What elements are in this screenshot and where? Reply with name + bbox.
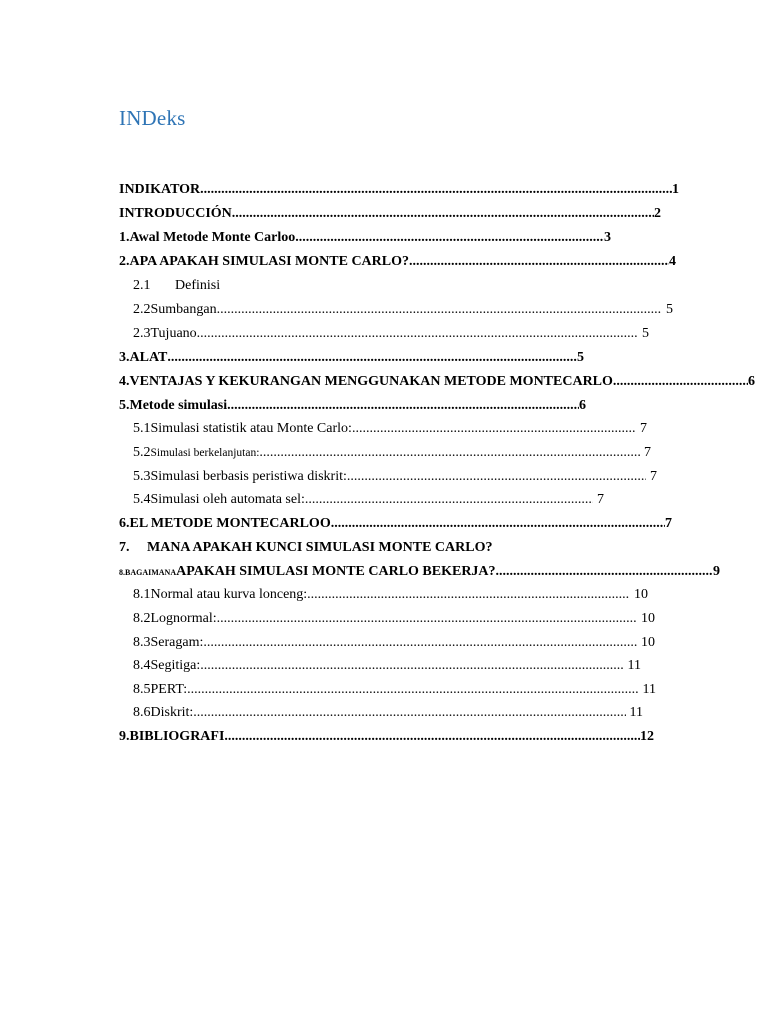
toc-entry-label: Normal atau kurva lonceng:: [150, 587, 308, 602]
toc-entry-number: 2.1: [133, 278, 151, 293]
page-title: INDeks: [119, 106, 186, 130]
toc-entry-page: 10: [641, 635, 655, 650]
toc-entry-number: 4.: [119, 374, 130, 389]
toc-leader-dots: [305, 490, 593, 510]
toc-entry-number: 3.: [119, 350, 130, 365]
toc-entry[interactable]: [133, 609, 655, 629]
toc-entry-label: Awal Metode Monte Carloo: [129, 230, 296, 245]
toc-entry-label: Definisi: [175, 278, 221, 293]
toc-leader-dots: [203, 633, 637, 653]
toc-entry-page: 9: [713, 564, 720, 579]
toc-leader-dots: [232, 204, 654, 224]
toc-entry-number: 8.: [119, 568, 125, 577]
toc-leader-dots: [352, 419, 636, 439]
toc-entry-label: Seragam:: [150, 635, 204, 650]
toc-leader-dots: [496, 562, 713, 582]
toc-leader-dots: [227, 396, 579, 416]
toc-entry[interactable]: [119, 562, 720, 582]
toc-entry-page: 11: [627, 658, 641, 673]
toc-entry-page: 6: [748, 374, 755, 389]
toc-entry-label: Simulasi berkelanjutan:: [150, 447, 260, 459]
toc-entry-number: 8.6: [133, 705, 151, 720]
toc-entry[interactable]: [119, 252, 676, 272]
toc-entry[interactable]: [133, 656, 641, 676]
toc-entry-number: 8.5: [133, 682, 151, 697]
toc-entry-number: 5.3: [133, 469, 151, 484]
toc-entry[interactable]: [119, 228, 611, 248]
toc-leader-dots: [217, 300, 662, 320]
toc-leader-dots: [307, 585, 630, 605]
toc-entry-page: 5: [642, 326, 649, 341]
toc-entry-page: 4: [669, 254, 676, 269]
toc-entry-label: Diskrit:: [150, 705, 194, 720]
toc-entry-label: Tujuano: [150, 326, 197, 341]
toc-entry-page: 11: [629, 705, 643, 720]
toc-entry-number: 2.: [119, 254, 130, 269]
toc-leader-dots: [197, 324, 638, 344]
toc-entry-page: 5: [666, 302, 673, 317]
toc-entry-number: 5.1: [133, 421, 151, 436]
toc-leader-dots: [187, 680, 638, 700]
toc-entry[interactable]: [133, 419, 647, 439]
toc-entry-page: 7: [665, 516, 672, 531]
toc-leader-dots: [295, 228, 604, 248]
toc-leader-dots: [613, 372, 748, 392]
toc-leader-dots: [217, 609, 637, 629]
toc-entry[interactable]: [119, 372, 755, 392]
toc-entry[interactable]: [133, 443, 651, 463]
toc-entry[interactable]: [133, 680, 656, 700]
toc-entry-number: 8.1: [133, 587, 151, 602]
toc-entry-number: 2.2: [133, 302, 151, 317]
toc-entry-label: APAKAH SIMULASI MONTE CARLO BEKERJA?: [176, 564, 496, 579]
toc-entry[interactable]: [119, 348, 584, 368]
toc-leader-dots: [200, 180, 672, 200]
toc-entry-label: PERT:: [150, 682, 188, 697]
toc-entry-label: Sumbangan: [150, 302, 217, 317]
toc-entry-page: 10: [641, 611, 655, 626]
toc-entry[interactable]: [133, 585, 648, 605]
toc-entry[interactable]: [133, 276, 333, 296]
toc-entry-page: 10: [634, 587, 648, 602]
toc-entry-label: APA APAKAH SIMULASI MONTE CARLO?: [129, 254, 410, 269]
toc-leader-dots: [409, 252, 669, 272]
toc-entry-number: 1.: [119, 230, 130, 245]
toc-entry[interactable]: [133, 467, 657, 487]
toc-leader-dots: [331, 514, 665, 534]
toc-entry[interactable]: [133, 324, 649, 344]
toc-entry-page: 11: [642, 682, 656, 697]
toc-entry-label: INTRODUCCIÓN: [119, 206, 232, 221]
toc-entry-page: 3: [604, 230, 611, 245]
toc-leader-dots: [224, 727, 640, 747]
toc-entry-number: 5.2: [133, 445, 151, 460]
toc-entry[interactable]: [133, 633, 655, 653]
toc-entry[interactable]: [119, 180, 679, 200]
toc-leader-dots: [347, 467, 646, 487]
toc-entry-number: 9.: [119, 729, 130, 744]
toc-leader-dots: [193, 703, 625, 723]
toc-entry[interactable]: [119, 727, 654, 747]
toc-entry[interactable]: [133, 703, 643, 723]
toc-entry[interactable]: [119, 396, 586, 416]
toc-entry-label: Simulasi oleh automata sel:: [150, 492, 305, 507]
toc-entry-page: 12: [640, 729, 654, 744]
toc-entry-number: 7.: [119, 540, 130, 555]
toc-entry[interactable]: [119, 204, 661, 224]
toc-entry-page: 7: [597, 492, 604, 507]
toc-entry-number: 5.4: [133, 492, 151, 507]
toc-entry[interactable]: [133, 300, 673, 320]
toc-leader-dots: [167, 348, 577, 368]
toc-entry-page: 7: [640, 421, 647, 436]
toc-entry-label: INDIKATOR: [119, 182, 201, 197]
toc-entry-label: BIBLIOGRAFI: [129, 729, 225, 744]
toc-entry-label-small: BAGAIMANA: [125, 568, 177, 577]
toc-entry-label: Simulasi berbasis peristiwa diskrit:: [150, 469, 347, 484]
toc-entry-label: Segitiga:: [150, 658, 201, 673]
toc-leader-dots: [200, 656, 623, 676]
toc-entry-page: 2: [654, 206, 661, 221]
toc-entry-number: 8.3: [133, 635, 151, 650]
toc-entry-page: 7: [650, 469, 657, 484]
toc-entry-number: 2.3: [133, 326, 151, 341]
toc-entry-page: 6: [579, 398, 586, 413]
toc-entry[interactable]: [119, 538, 539, 558]
toc-leader-dots: [259, 443, 640, 463]
toc-entry-label: ALAT: [129, 350, 168, 365]
toc-entry-label: Lognormal:: [150, 611, 217, 626]
toc-entry-number: 6.: [119, 516, 130, 531]
toc-entry-label: Metode simulasi: [129, 398, 228, 413]
toc-entry-label: MANA APAKAH KUNCI SIMULASI MONTE CARLO?: [147, 540, 493, 555]
toc-entry[interactable]: [133, 490, 604, 510]
toc-entry-label: VENTAJAS Y KEKURANGAN MENGGUNAKAN METODE MONTECARLO: [129, 374, 613, 389]
toc-entry-page: 7: [644, 445, 651, 460]
toc-entry-number: 8.2: [133, 611, 151, 626]
toc-entry-page: 1: [672, 182, 679, 197]
toc-entry-page: 5: [577, 350, 584, 365]
toc-entry-label: EL METODE MONTECARLOO: [129, 516, 331, 531]
toc-entry-number: 8.4: [133, 658, 151, 673]
toc-entry[interactable]: [119, 514, 672, 534]
toc-entry-number: 5.: [119, 398, 130, 413]
toc-entry-label: Simulasi statistik atau Monte Carlo:: [150, 421, 352, 436]
